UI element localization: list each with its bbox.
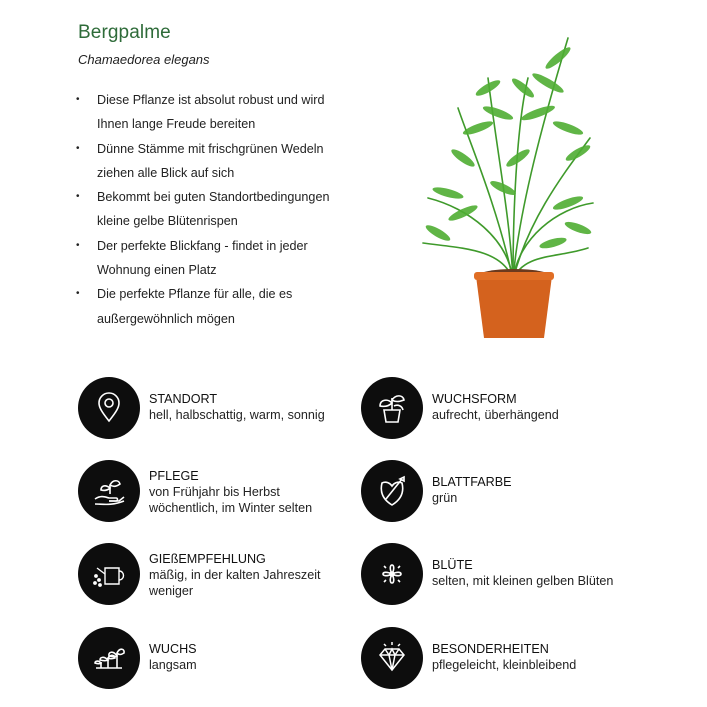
feature-value: aufrecht, überhängend [432, 408, 559, 422]
list-item: • Der perfekte Blickfang - findet in jeder Wohnung einen Platz [76, 234, 376, 283]
bullet-icon: • [76, 142, 80, 154]
bullet-icon: • [76, 191, 80, 203]
potted-plant-icon [361, 377, 423, 439]
feature-bluete [361, 543, 661, 605]
bullet-icon: • [76, 94, 80, 105]
feature-wuchs [78, 627, 378, 689]
feature-label: WUCHSFORM [432, 392, 517, 406]
watering-can-icon [78, 543, 140, 605]
feature-label: BLATTFARBE [432, 475, 512, 489]
feature-value: grün [432, 491, 458, 505]
botanical-name: Chamaedorea elegans [78, 52, 210, 67]
feature-value: hell, halbschattig, warm, sonnig [149, 408, 325, 422]
feature-pflege [78, 460, 378, 522]
list-item: • Die perfekte Pflanze für alle, die es außergewöhnlich mögen [76, 282, 376, 331]
feature-label: WUCHS [149, 642, 197, 656]
feature-label: BLÜTE [432, 558, 473, 572]
feature-value: mäßig, in der kalten Jahreszeit [149, 568, 321, 582]
diamond-icon [361, 627, 423, 689]
hand-seedling-icon [78, 460, 140, 522]
feature-value: pflegeleicht, kleinbleibend [432, 658, 577, 672]
feature-value: langsam [149, 658, 197, 672]
list-item: • Dünne Stämme mit frischgrünen Wedeln ziehen alle Blick auf sich [76, 137, 376, 186]
bullet-icon: • [76, 239, 80, 251]
flower-icon [361, 543, 423, 605]
plant-photo [418, 18, 598, 348]
feature-label: BESONDERHEITEN [432, 642, 549, 656]
feature-value-2: wöchentlich, im Winter selten [149, 501, 313, 515]
list-item: • Diese Pflanze ist absolut robust und wird Ihnen lange Freude bereiten [76, 88, 376, 137]
seedlings-icon [78, 627, 140, 689]
feature-standort [78, 377, 378, 439]
feature-label: STANDORT [149, 392, 218, 406]
list-item: • Bekommt bei guten Standortbedingungen kleine gelbe Blütenrispen [76, 185, 376, 234]
feature-value: von Frühjahr bis Herbst [149, 485, 280, 499]
page-title: Bergpalme [78, 22, 171, 43]
bullet-icon: • [76, 288, 80, 300]
feature-label: GIEßEMPFEHLUNG [149, 552, 266, 566]
feature-blattfarbe [361, 460, 661, 522]
feature-label: PFLEGE [149, 469, 199, 483]
feature-value-2: weniger [149, 584, 194, 598]
feature-besonderheiten [361, 627, 661, 689]
feature-value: selten, mit kleinen gelben Blüten [432, 574, 614, 588]
feature-giessempfehlung [78, 543, 378, 605]
feature-wuchsform [361, 377, 661, 439]
leaf-brush-icon [361, 460, 423, 522]
feature-bullet-list [76, 88, 376, 331]
location-pin-icon [78, 377, 140, 439]
